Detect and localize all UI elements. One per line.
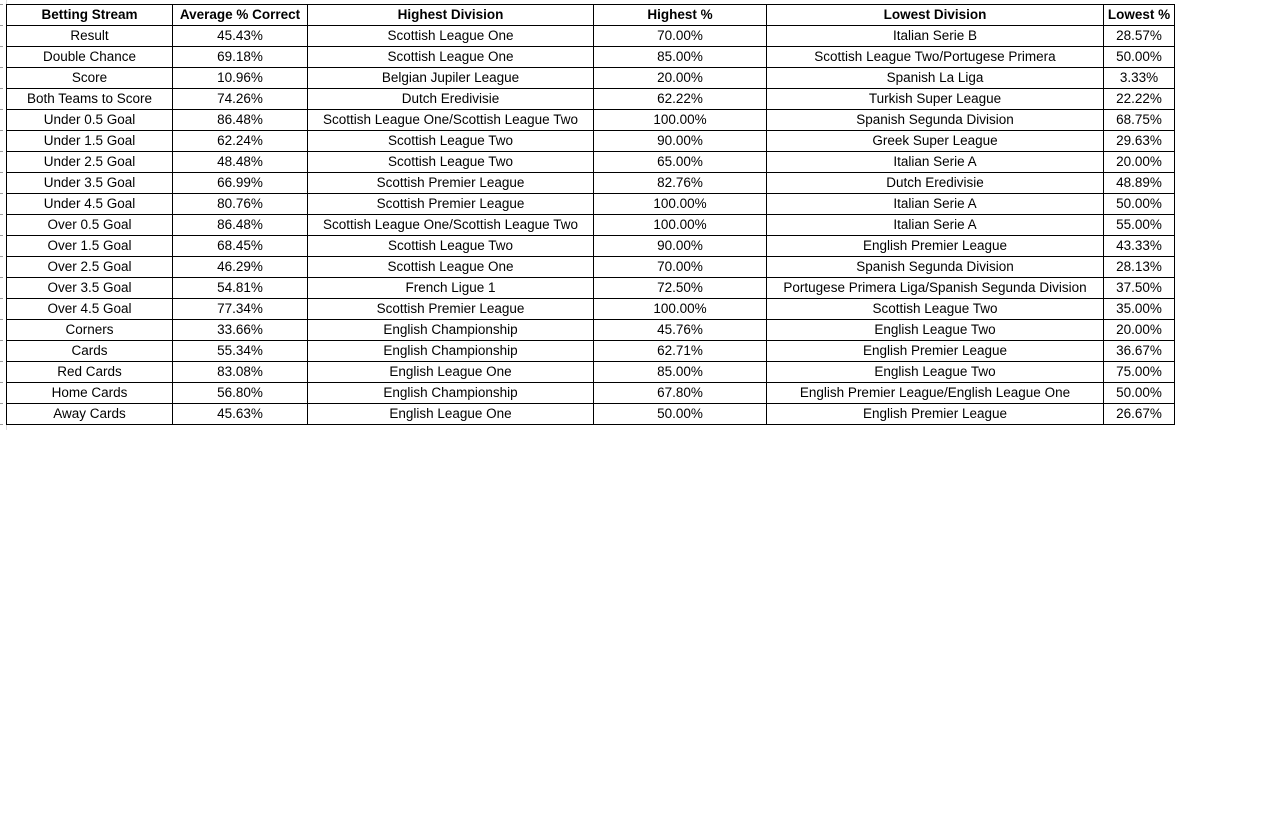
lowest-division-cell[interactable]: Italian Serie B xyxy=(767,26,1104,47)
row-divider-tick xyxy=(0,298,3,299)
average-correct-cell[interactable]: 45.43% xyxy=(173,26,308,47)
lowest-division-cell[interactable]: Greek Super League xyxy=(767,131,1104,152)
lowest-percent-cell[interactable]: 50.00% xyxy=(1104,194,1175,215)
row-divider-tick xyxy=(0,151,3,152)
lowest-division-cell[interactable]: Spanish La Liga xyxy=(767,68,1104,89)
header-betting-stream[interactable]: Betting Stream xyxy=(7,5,173,26)
row-divider-tick xyxy=(0,340,3,341)
highest-percent-cell[interactable]: 85.00% xyxy=(594,362,767,383)
header-lowest-division[interactable]: Lowest Division xyxy=(767,5,1104,26)
betting-stream-cell[interactable]: Cards xyxy=(7,341,173,362)
row-divider-tick xyxy=(0,88,3,89)
lowest-percent-cell[interactable]: 55.00% xyxy=(1104,215,1175,236)
betting-stream-cell[interactable]: Under 2.5 Goal xyxy=(7,152,173,173)
lowest-percent-cell[interactable]: 43.33% xyxy=(1104,236,1175,257)
average-correct-cell[interactable]: 10.96% xyxy=(173,68,308,89)
betting-stream-cell[interactable]: Under 4.5 Goal xyxy=(7,194,173,215)
lowest-percent-cell[interactable]: 68.75% xyxy=(1104,110,1175,131)
lowest-division-cell[interactable]: English League Two xyxy=(767,320,1104,341)
row-divider-tick xyxy=(0,319,3,320)
row-divider-tick xyxy=(0,67,3,68)
lowest-division-cell[interactable]: Scottish League Two xyxy=(767,299,1104,320)
spreadsheet-table xyxy=(6,4,1175,425)
average-correct-cell[interactable]: 68.45% xyxy=(173,236,308,257)
betting-stream-cell[interactable]: Under 0.5 Goal xyxy=(7,110,173,131)
lowest-division-cell[interactable]: Italian Serie A xyxy=(767,152,1104,173)
table-row xyxy=(7,194,1175,215)
row-divider-tick xyxy=(0,4,3,5)
highest-division-cell[interactable]: English Championship xyxy=(308,320,594,341)
row-divider-tick xyxy=(0,214,3,215)
lowest-percent-cell[interactable]: 37.50% xyxy=(1104,278,1175,299)
average-correct-cell[interactable]: 54.81% xyxy=(173,278,308,299)
lowest-percent-cell[interactable]: 26.67% xyxy=(1104,404,1175,425)
highest-percent-cell[interactable]: 67.80% xyxy=(594,383,767,404)
lowest-percent-cell[interactable]: 28.57% xyxy=(1104,26,1175,47)
betting-stream-cell[interactable]: Over 4.5 Goal xyxy=(7,299,173,320)
highest-division-cell[interactable]: Scottish League One xyxy=(308,26,594,47)
highest-division-cell[interactable]: English League One xyxy=(308,404,594,425)
highest-division-cell[interactable]: Scottish League Two xyxy=(308,152,594,173)
table-row xyxy=(7,341,1175,362)
row-divider-tick xyxy=(0,256,3,257)
lowest-division-cell[interactable]: Spanish Segunda Division xyxy=(767,257,1104,278)
lowest-division-cell[interactable]: Italian Serie A xyxy=(767,215,1104,236)
highest-percent-cell[interactable]: 50.00% xyxy=(594,404,767,425)
header-highest-division[interactable]: Highest Division xyxy=(308,5,594,26)
table-row xyxy=(7,299,1175,320)
highest-percent-cell[interactable]: 90.00% xyxy=(594,236,767,257)
table-row xyxy=(7,152,1175,173)
row-divider-tick xyxy=(0,25,3,26)
table-row xyxy=(7,257,1175,278)
average-correct-cell[interactable]: 83.08% xyxy=(173,362,308,383)
lowest-percent-cell[interactable]: 50.00% xyxy=(1104,383,1175,404)
header-lowest-percent[interactable]: Lowest % xyxy=(1104,5,1175,26)
betting-stream-cell[interactable]: Away Cards xyxy=(7,404,173,425)
row-divider-tick xyxy=(0,109,3,110)
table-row xyxy=(7,131,1175,152)
betting-stream-cell[interactable]: Score xyxy=(7,68,173,89)
table-row xyxy=(7,215,1175,236)
betting-stream-cell[interactable]: Double Chance xyxy=(7,47,173,68)
highest-percent-cell[interactable]: 100.00% xyxy=(594,110,767,131)
row-divider-tick xyxy=(0,382,3,383)
row-divider-tick xyxy=(0,235,3,236)
lowest-division-cell[interactable]: Italian Serie A xyxy=(767,194,1104,215)
highest-percent-cell[interactable]: 20.00% xyxy=(594,68,767,89)
betting-stream-cell[interactable]: Corners xyxy=(7,320,173,341)
table-row xyxy=(7,236,1175,257)
average-correct-cell[interactable]: 86.48% xyxy=(173,215,308,236)
lowest-division-cell[interactable]: Spanish Segunda Division xyxy=(767,110,1104,131)
highest-percent-cell[interactable]: 65.00% xyxy=(594,152,767,173)
row-divider-tick xyxy=(0,46,3,47)
table-row xyxy=(7,404,1175,425)
highest-division-cell[interactable]: Scottish League One/Scottish League Two xyxy=(308,110,594,131)
lowest-percent-cell[interactable]: 29.63% xyxy=(1104,131,1175,152)
highest-division-cell[interactable]: Scottish Premier League xyxy=(308,299,594,320)
highest-division-cell[interactable]: Belgian Jupiler League xyxy=(308,68,594,89)
average-correct-cell[interactable]: 55.34% xyxy=(173,341,308,362)
table-row xyxy=(7,383,1175,404)
highest-division-cell[interactable]: English League One xyxy=(308,362,594,383)
average-correct-cell[interactable]: 80.76% xyxy=(173,194,308,215)
average-correct-cell[interactable]: 66.99% xyxy=(173,173,308,194)
lowest-percent-cell[interactable]: 75.00% xyxy=(1104,362,1175,383)
row-divider-tick xyxy=(0,424,3,425)
betting-stream-cell[interactable]: Result xyxy=(7,26,173,47)
highest-division-cell[interactable]: Scottish League One/Scottish League Two xyxy=(308,215,594,236)
highest-division-cell[interactable]: Scottish League One xyxy=(308,257,594,278)
highest-percent-cell[interactable]: 62.71% xyxy=(594,341,767,362)
lowest-division-cell[interactable]: English Premier League xyxy=(767,236,1104,257)
table-row xyxy=(7,68,1175,89)
lowest-percent-cell[interactable]: 20.00% xyxy=(1104,152,1175,173)
betting-stream-cell[interactable]: Under 1.5 Goal xyxy=(7,131,173,152)
highest-percent-cell[interactable]: 85.00% xyxy=(594,47,767,68)
lowest-percent-cell[interactable]: 22.22% xyxy=(1104,89,1175,110)
table-body xyxy=(7,26,1175,425)
highest-percent-cell[interactable]: 100.00% xyxy=(594,194,767,215)
lowest-division-cell[interactable]: English Premier League/English League One xyxy=(767,383,1104,404)
highest-percent-cell[interactable]: 72.50% xyxy=(594,278,767,299)
lowest-division-cell[interactable]: Turkish Super League xyxy=(767,89,1104,110)
highest-division-cell[interactable]: Scottish League Two xyxy=(308,236,594,257)
highest-division-cell[interactable]: Dutch Eredivisie xyxy=(308,89,594,110)
lowest-percent-cell[interactable]: 28.13% xyxy=(1104,257,1175,278)
table-row xyxy=(7,26,1175,47)
lowest-percent-cell[interactable]: 3.33% xyxy=(1104,68,1175,89)
highest-percent-cell[interactable]: 90.00% xyxy=(594,131,767,152)
average-correct-cell[interactable]: 86.48% xyxy=(173,110,308,131)
average-correct-cell[interactable]: 33.66% xyxy=(173,320,308,341)
highest-division-cell[interactable]: Scottish League Two xyxy=(308,131,594,152)
highest-division-cell[interactable]: Scottish Premier League xyxy=(308,194,594,215)
average-correct-cell[interactable]: 77.34% xyxy=(173,299,308,320)
lowest-percent-cell[interactable]: 20.00% xyxy=(1104,320,1175,341)
highest-percent-cell[interactable]: 70.00% xyxy=(594,257,767,278)
highest-division-cell[interactable]: English Championship xyxy=(308,383,594,404)
betting-stream-cell[interactable]: Over 1.5 Goal xyxy=(7,236,173,257)
lowest-percent-cell[interactable]: 36.67% xyxy=(1104,341,1175,362)
average-correct-cell[interactable]: 45.63% xyxy=(173,404,308,425)
average-correct-cell[interactable]: 69.18% xyxy=(173,47,308,68)
lowest-percent-cell[interactable]: 50.00% xyxy=(1104,47,1175,68)
betting-stream-cell[interactable]: Under 3.5 Goal xyxy=(7,173,173,194)
header-average-correct[interactable]: Average % Correct xyxy=(173,5,308,26)
row-divider-tick xyxy=(0,403,3,404)
highest-percent-cell[interactable]: 100.00% xyxy=(594,215,767,236)
highest-percent-cell[interactable]: 62.22% xyxy=(594,89,767,110)
average-correct-cell[interactable]: 74.26% xyxy=(173,89,308,110)
table-row xyxy=(7,47,1175,68)
highest-percent-cell[interactable]: 82.76% xyxy=(594,173,767,194)
betting-stream-cell[interactable]: Both Teams to Score xyxy=(7,89,173,110)
table-row xyxy=(7,173,1175,194)
betting-stream-cell[interactable]: Over 2.5 Goal xyxy=(7,257,173,278)
average-correct-cell[interactable]: 48.48% xyxy=(173,152,308,173)
average-correct-cell[interactable]: 46.29% xyxy=(173,257,308,278)
table-row xyxy=(7,320,1175,341)
betting-stream-cell[interactable]: Over 3.5 Goal xyxy=(7,278,173,299)
lowest-division-cell[interactable]: Dutch Eredivisie xyxy=(767,173,1104,194)
betting-stream-cell[interactable]: Red Cards xyxy=(7,362,173,383)
highest-percent-cell[interactable]: 45.76% xyxy=(594,320,767,341)
row-divider-tick xyxy=(0,172,3,173)
table-row xyxy=(7,278,1175,299)
lowest-division-cell[interactable]: Scottish League Two/Portugese Primera xyxy=(767,47,1104,68)
row-divider-tick xyxy=(0,361,3,362)
row-divider-tick xyxy=(0,193,3,194)
highest-percent-cell[interactable]: 100.00% xyxy=(594,299,767,320)
highest-division-cell[interactable]: French Ligue 1 xyxy=(308,278,594,299)
highest-division-cell[interactable]: Scottish League One xyxy=(308,47,594,68)
table-row xyxy=(7,110,1175,131)
lowest-division-cell[interactable]: English Premier League xyxy=(767,404,1104,425)
lowest-division-cell[interactable]: Portugese Primera Liga/Spanish Segunda Division xyxy=(767,278,1104,299)
average-correct-cell[interactable]: 56.80% xyxy=(173,383,308,404)
betting-stream-cell[interactable]: Home Cards xyxy=(7,383,173,404)
highest-division-cell[interactable]: Scottish Premier League xyxy=(308,173,594,194)
betting-stream-cell[interactable]: Over 0.5 Goal xyxy=(7,215,173,236)
lowest-division-cell[interactable]: English Premier League xyxy=(767,341,1104,362)
lowest-percent-cell[interactable]: 35.00% xyxy=(1104,299,1175,320)
highest-division-cell[interactable]: English Championship xyxy=(308,341,594,362)
row-divider-tick xyxy=(0,130,3,131)
row-divider-tick xyxy=(0,277,3,278)
lowest-division-cell[interactable]: English League Two xyxy=(767,362,1104,383)
header-row xyxy=(7,5,1175,26)
average-correct-cell[interactable]: 62.24% xyxy=(173,131,308,152)
highest-percent-cell[interactable]: 70.00% xyxy=(594,26,767,47)
table-row xyxy=(7,89,1175,110)
lowest-percent-cell[interactable]: 48.89% xyxy=(1104,173,1175,194)
header-highest-percent[interactable]: Highest % xyxy=(594,5,767,26)
table-row xyxy=(7,362,1175,383)
